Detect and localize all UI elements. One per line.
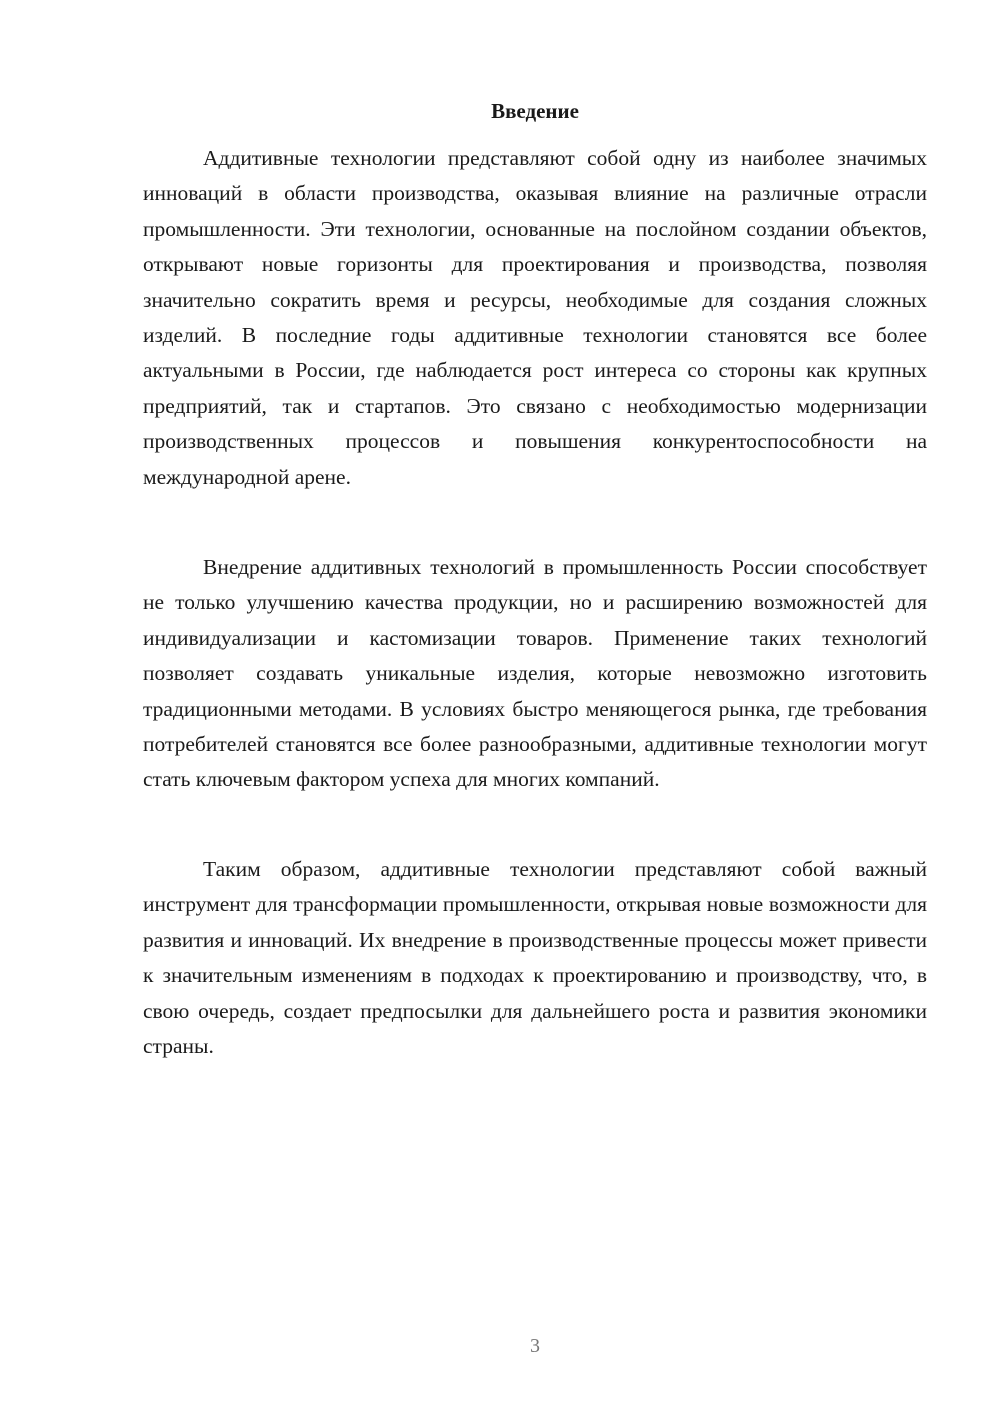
paragraph-2: Внедрение аддитивных технологий в промышленность России способствует не только улучшению качества продукции, но и расширению возможностей для индивидуализации и кастомизации товаров. Применение таких технологий позволяет создавать уникальные изделия, которые невозможно изготовить традиционными методами. В условиях быстро меняющегося рынка, где требования потребителей становятся все более разнообразными, аддитивные технологии могут стать ключевым фактором успеха для многих компаний. bbox=[143, 555, 927, 792]
paragraph-3: Таким образом, аддитивные технологии представляют собой важный инструмент для трансформации промышленности, открывая новые возможности для развития и инноваций. Их внедрение в производственные процессы может привести к значительным изменениям в подходах к проектированию и производству, что, в свою очередь, создает предпосылки для дальнейшего роста и развития экономики страны. bbox=[143, 857, 927, 1059]
page-number: 3 bbox=[530, 1335, 540, 1357]
paragraph-1: Аддитивные технологии представляют собой одну из наиболее значимых инноваций в области производства, оказывая влияние на различные отрасли промышленности. Эти технологии, основанные на послойном создании объектов, открывают новые горизонты для проектирования и производства, позволяя значительно сократить время и ресурсы, необходимые для создания сложных изделий. В последние годы аддитивные технологии становятся все более актуальными в России, где наблюдается рост интереса со стороны как крупных предприятий, так и стартапов. Это связано с необходимостью модернизации производственных процессов и повышения конкурентоспособности на международной арене. bbox=[143, 146, 927, 489]
page-title: Введение bbox=[491, 99, 579, 123]
